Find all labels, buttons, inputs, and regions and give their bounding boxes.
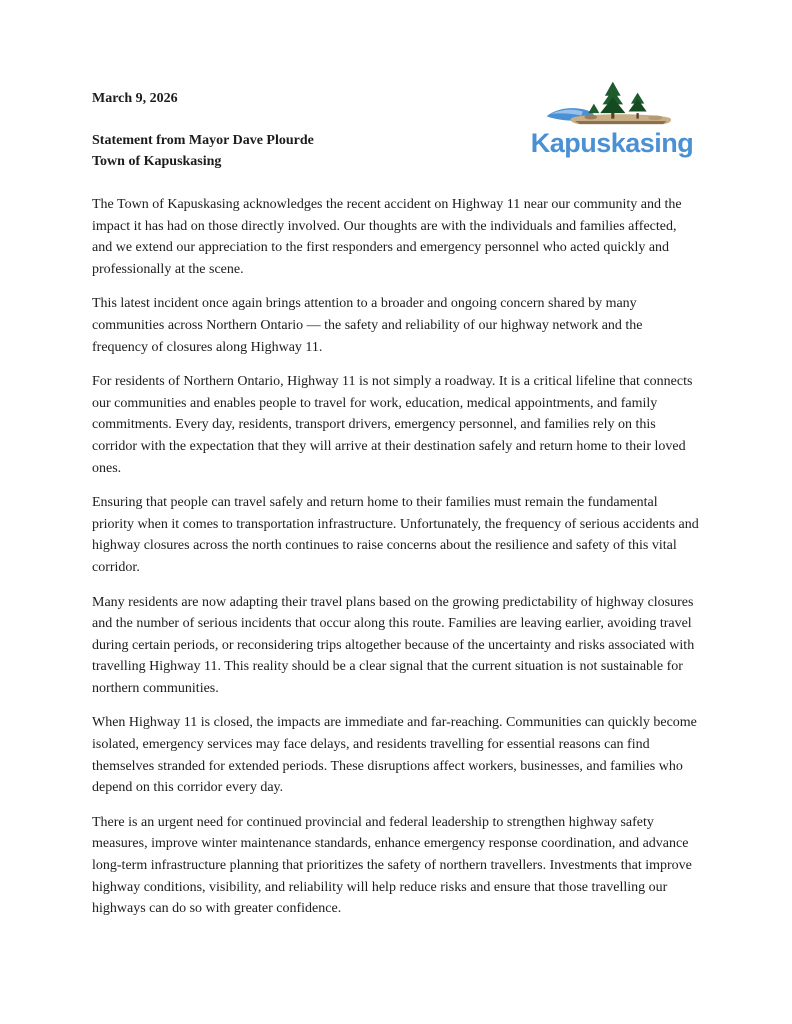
letter-title-line2: Town of Kapuskasing [92, 154, 222, 169]
paragraph-acknowledgement: The Town of Kapuskasing acknowledges the recent accident on Highway 11 near our community and the impact it has had on those directly involved. Our thoughts are with the individuals and families affected, and we extend our appreciation to the first responders and emergency personnel who acted quickly and professionally at the scene. [92, 197, 682, 277]
paragraph-adapting-travel: Many residents are now adapting their travel plans based on the growing predictability of highway closures and the number of serious incidents that occur along this route. Families are leaving earlier, avoiding travel during certain periods, or reconsidering trips altogether because of the uncertainty and risks associated with travelling Highway 11. This reality should be a clear signal that the current situation is not sustainable for northern communities. [92, 594, 695, 696]
paragraph-critical-lifeline: For residents of Northern Ontario, Highway 11 is not simply a roadway. It is a critical lifeline that connects our communities and enables people to travel for work, education, medical appointments, and family commitments. Every day, residents, transport drivers, emergency personnel, and families rely on this corridor with the expectation that they will arrive at their destination safely and return home to their loved ones. [92, 374, 693, 476]
town-logo-wordmark: Kapuskasing [530, 128, 694, 158]
paragraph-closure-impacts: When Highway 11 is closed, the impacts are immediate and far-reaching. Communities can quickly become isolated, emergency services may face delays, and residents travelling for essential reasons can find themselves stranded for extended periods. These disruptions affect workers, businesses, and families who depend on this corridor every day. [92, 715, 697, 796]
town-logo-landscape-icon [545, 80, 679, 132]
paragraph-urgent-need: There is an urgent need for continued provincial and federal leadership to strengthen highway safety measures, improve winter maintenance standards, enhance emergency response coordination, and advance long-term infrastructure planning that prioritizes the safety of northern travellers. Investments that improve highway conditions, visibility, and reliability will help reduce risks and ensure that those travelling our highways can do so with greater confidence. [92, 814, 692, 917]
letter-title-line1: Statement from Mayor Dave Plourde [92, 133, 314, 148]
town-logo [522, 80, 702, 157]
letter-header [92, 88, 700, 172]
letter-date: March 9, 2026 [92, 91, 178, 106]
paragraph-broader-concern: This latest incident once again brings attention to a broader and ongoing concern shared by many communities across Northern Ontario — the safety and reliability of our highway network and the frequency of closures along Highway 11. [92, 296, 643, 355]
paragraph-fundamental-priority: Ensuring that people can travel safely and return home to their families must remain the fundamental priority when it comes to transportation infrastructure. Unfortunately, the frequency of serious accidents and highway closures across the north continues to raise concerns about the resilience and safety of this vital corridor. [92, 495, 699, 575]
letter-body [92, 194, 700, 920]
